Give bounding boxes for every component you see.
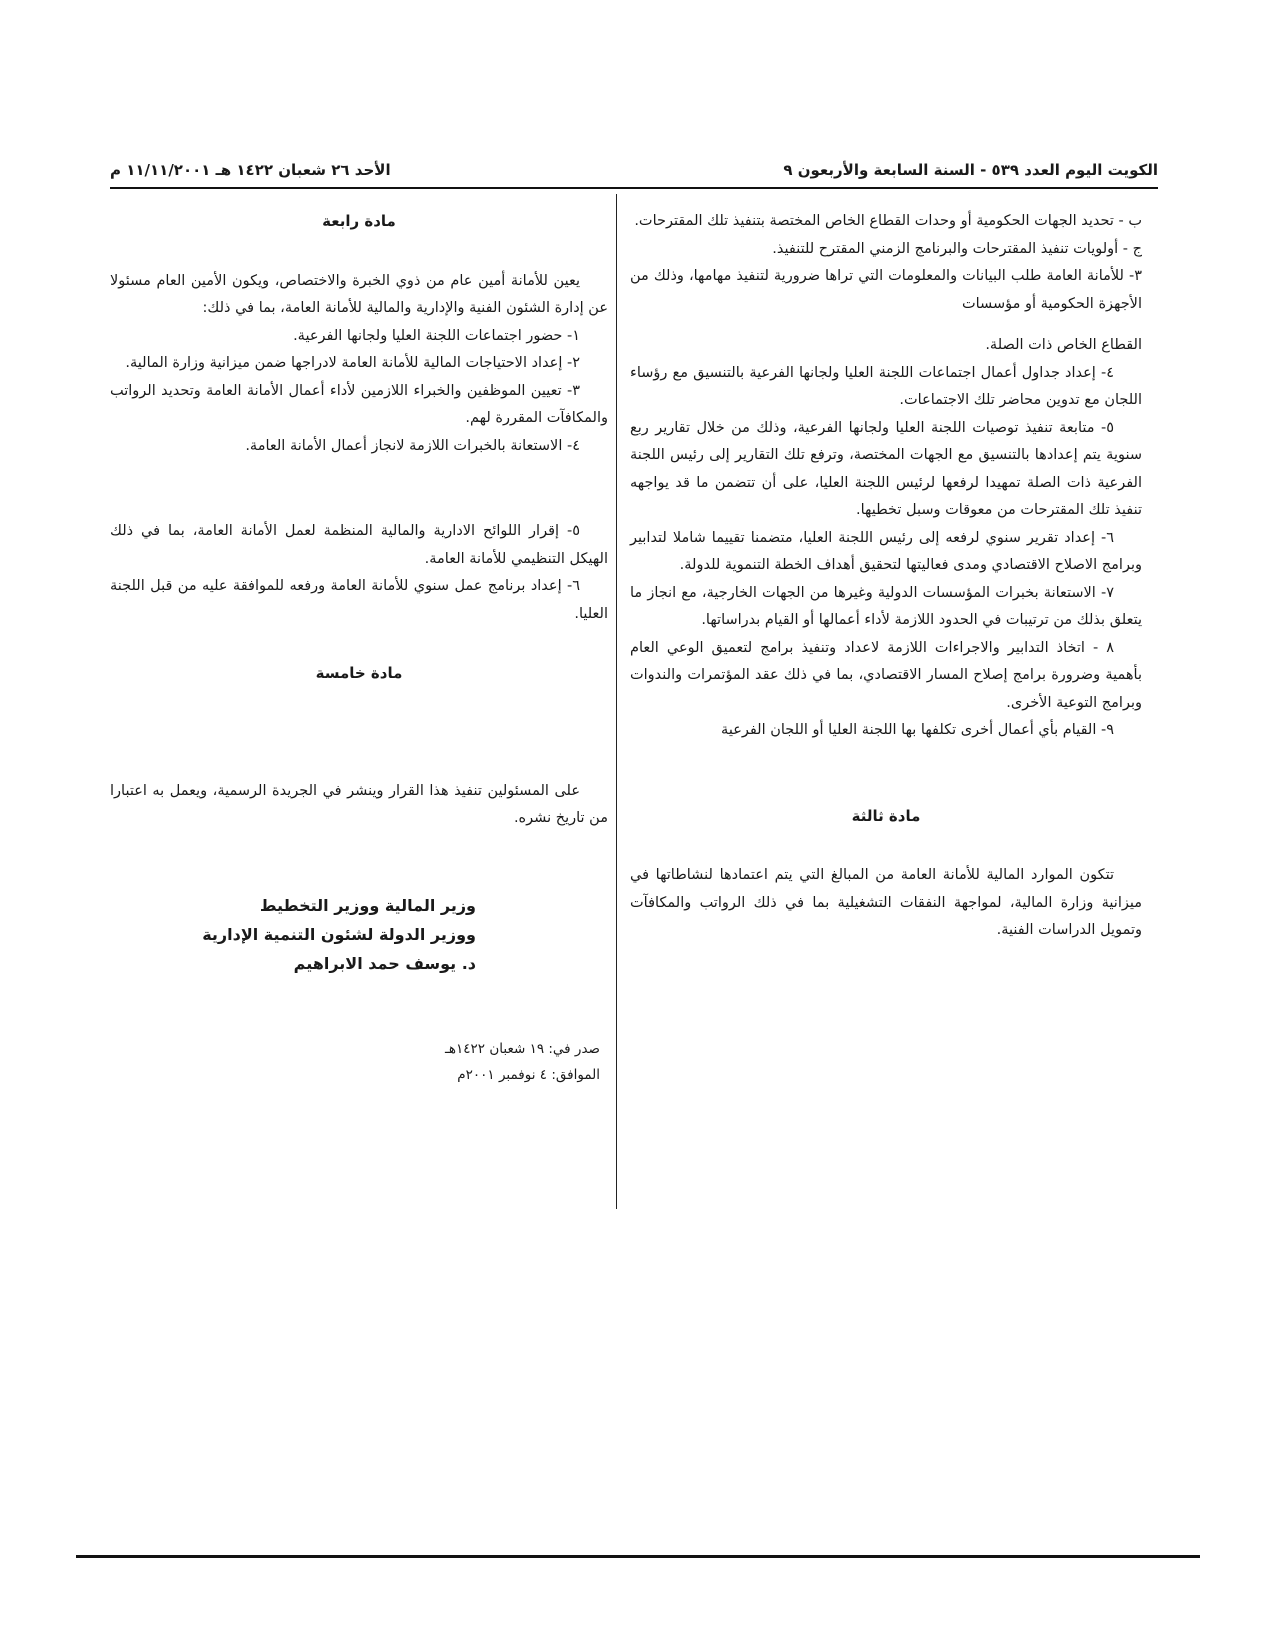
header-issue-info: الكويت اليوم العدد ٥٣٩ - السنة السابعة والأربعون ٩ xyxy=(783,161,1158,179)
left-column xyxy=(110,208,608,1088)
clause-6: ٦- إعداد تقرير سنوي لرفعه إلى رئيس اللجنة العليا، متضمنا تقييما شاملا لتدابير وبرامج الاصلاح الاقتصادي ومدى فعاليتها لتحقيق أهداف الخطة التنموية للدولة. xyxy=(630,529,1142,573)
duty-2: ٢- إعداد الاحتياجات المالية للأمانة العامة لادراجها ضمن ميزانية وزارة المالية. xyxy=(125,355,580,371)
clause-3: ٣- للأمانة العامة طلب البيانات والمعلومات التي تراها ضرورية لتنفيذ مهامها، وذلك من الأجهزة الحكومية أو مؤسسات xyxy=(630,268,1142,312)
article-3-text: تتكون الموارد المالية للأمانة العامة من المبالغ التي يتم اعتمادها لنشاطاتها في ميزانية وزارة المالية، لمواجهة النفقات التشغيلية بما في ذلك الرواتب والمكافآت وتمويل الدراسات الفنية. xyxy=(630,867,1142,938)
article-5-heading: مادة خامسة xyxy=(315,664,403,682)
clause-7: ٧- الاستعانة بخبرات المؤسسات الدولية وغيرها من الجهات الخارجية، مع انجاز ما يتعلق بذلك من ترتيبات في الحدود اللازمة لأداء أعمالها أو القيام بدراساتها. xyxy=(630,584,1142,628)
issued-gregorian: الموافق: ٤ نوفمبر ٢٠٠١م xyxy=(457,1066,600,1083)
clause-3-continued: القطاع الخاص ذات الصلة. xyxy=(985,337,1142,353)
signature-title-2: ووزير الدولة لشئون التنمية الإدارية xyxy=(202,924,476,944)
header-rule xyxy=(110,187,1158,189)
page-header xyxy=(110,157,1158,185)
clause-9: ٩- القيام بأي أعمال أخرى تكلفها بها اللجنة العليا أو اللجان الفرعية xyxy=(721,722,1114,738)
issue-date-block xyxy=(110,1036,608,1088)
signature-title-1: وزير المالية ووزير التخطيط xyxy=(259,895,476,915)
signature-name: د. يوسف حمد الابراهيم xyxy=(293,953,476,973)
article-4-intro: يعين للأمانة أمين عام من ذوي الخبرة والاختصاص، ويكون الأمين العام مسئولا عن إدارة الشئون الفنية والإدارية والمالية للأمانة العامة، بما في ذلك: xyxy=(110,272,608,316)
duty-3: ٣- تعيين الموظفين والخبراء اللازمين لأداء أعمال الأمانة العامة وتحديد الرواتب والمكافآت المقررة لهم. xyxy=(110,382,608,426)
article-4-heading: مادة رابعة xyxy=(322,212,396,230)
issued-hijri: صدر في: ١٩ شعبان ١٤٢٢هـ xyxy=(444,1040,600,1057)
article-5-text: على المسئولين تنفيذ هذا القرار وينشر في الجريدة الرسمية، ويعمل به اعتبارا من تاريخ نشره. xyxy=(110,782,608,826)
right-column xyxy=(630,208,1142,945)
clause-j: ج - أولويات تنفيذ المقترحات والبرنامج الزمني المقترح للتنفيذ. xyxy=(772,240,1142,257)
duty-6: ٦- إعداد برنامج عمل سنوي للأمانة العامة ورفعه للموافقة عليه من قبل اللجنة العليا. xyxy=(110,578,608,622)
clause-5: ٥- متابعة تنفيذ توصيات اللجنة العليا ولجانها الفرعية، وذلك من خلال تقارير ربع سنوية يتم إعدادها بالتنسيق مع الجهات المختصة، وترفع تلك التقارير إلى رئيس اللجنة الفرعية ذات الصلة تمهيدا لرفعها لرئيس اللجنة العليا، على أن تتضمن ما قد يواجهه تنفيذ تلك المقترحات من معوقات وسبل تخطيها. xyxy=(630,419,1142,518)
clause-8: ٨ - اتخاذ التدابير والاجراءات اللازمة لاعداد وتنفيذ برامج لتعميق الوعي العام بأهمية وضرورة برامج إصلاح المسار الاقتصادي، بما في ذلك عقد المؤتمرات والندوات وبرامج التوعية الأخرى. xyxy=(630,639,1142,711)
duty-1: ١- حضور اجتماعات اللجنة العليا ولجانها الفرعية. xyxy=(293,327,580,344)
duty-5: ٥- إقرار اللوائح الادارية والمالية المنظمة لعمل الأمانة العامة، بما في ذلك الهيكل التنظيمي للأمانة العامة. xyxy=(110,523,608,567)
header-date: الأحد ٢٦ شعبان ١٤٢٢ هـ ١١/١١/٢٠٠١ م xyxy=(110,161,391,179)
article-3-heading: مادة ثالثة xyxy=(851,806,921,825)
footer-rule xyxy=(76,1555,1200,1558)
clause-b: ب - تحديد الجهات الحكومية أو وحدات القطاع الخاص المختصة بتنفيذ تلك المقترحات. xyxy=(634,213,1142,229)
column-divider xyxy=(616,194,617,1209)
duty-4: ٤- الاستعانة بالخبرات اللازمة لانجاز أعمال الأمانة العامة. xyxy=(245,437,580,454)
clause-4: ٤- إعداد جداول أعمال اجتماعات اللجنة العليا ولجانها الفرعية بالتنسيق مع رؤساء اللجان مع تدوين محاضر تلك الاجتماعات. xyxy=(630,364,1142,408)
signature-block xyxy=(110,891,608,978)
